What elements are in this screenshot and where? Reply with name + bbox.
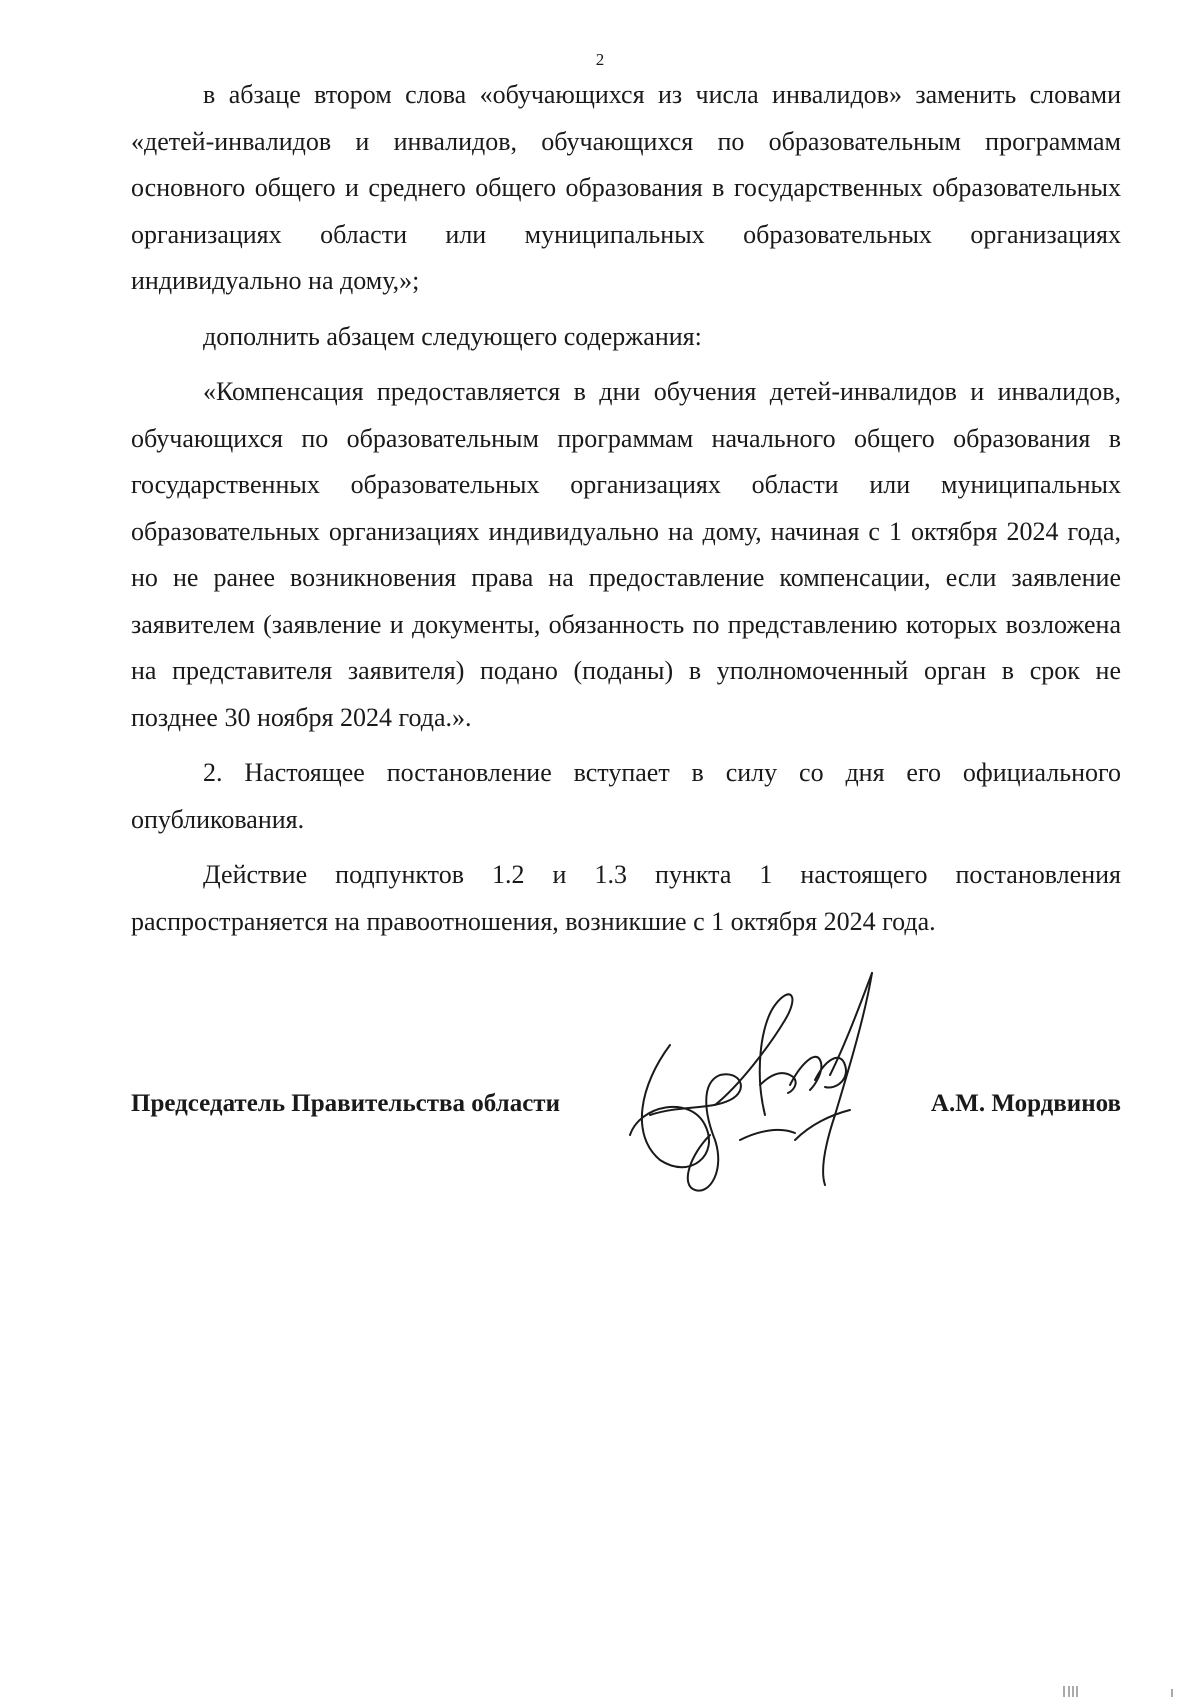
paragraph-add-abzac: дополнить абзацем следующего содержания: — [203, 321, 702, 351]
paragraph-entry-into-force: 2. Настоящее постановление вступает в силу со дня его официального опубликования. — [131, 758, 1121, 834]
paragraph-amendment-words: в абзаце втором слова «обучающихся из числа инвалидов» заменить словами «детей-инвалидов и инвалидов, обучающихся по образовательным программам основного общего и среднего общего образования в государственных образовательных организациях области или муниципальных образовательных организациях индивидуально на дому,»; — [131, 80, 1121, 295]
signer-name: А.М. Мордвинов — [930, 1090, 1121, 1117]
document-body — [131, 72, 1121, 954]
scan-marks — [1060, 1680, 1180, 1697]
page-number: 2 — [595, 50, 605, 69]
paragraph-retroactive-effect: Действие подпунктов 1.2 и 1.3 пункта 1 настоящего постановления распространяется на правоотношения, возникшие с 1 октября 2024 года. — [131, 860, 1121, 936]
paragraph-compensation-text: «Компенсация предоставляется в дни обучения детей-инвалидов и инвалидов, обучающихся по образовательным программам начального общего образования в государственных образовательных организациях области или муниципальных образовательных организациях индивидуально на дому, начиная с 1 октября 2024 года, но не ранее возникновения права на предоставление компенсации, если заявление заявителем (заявление и документы, обязанность по представлению которых возложена на представителя заявителя) подано (поданы) в уполномоченный орган в срок не позднее 30 ноября 2024 года.». — [131, 377, 1121, 732]
handwritten-signature-icon — [620, 965, 890, 1210]
signer-position: Председатель Правительства области — [131, 1090, 560, 1117]
